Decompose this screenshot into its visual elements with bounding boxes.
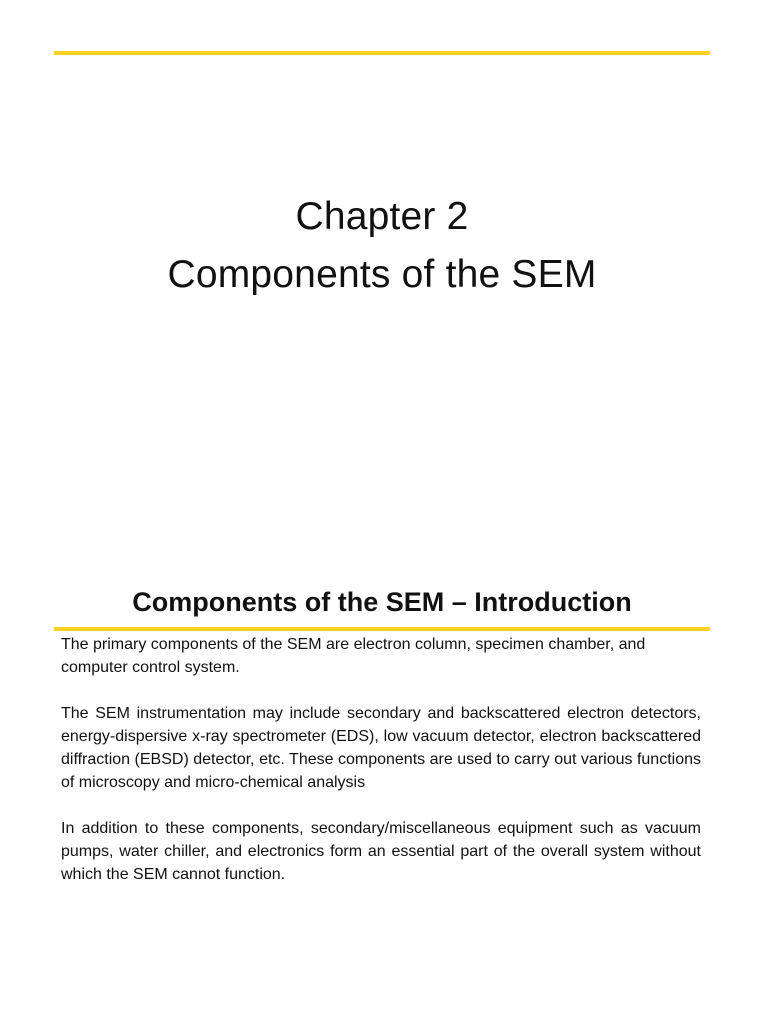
section-heading: Components of the SEM – Introduction [132, 587, 632, 617]
chapter-title-block [54, 188, 710, 304]
section-body [61, 633, 701, 909]
paragraph-primary-components: The primary components of the SEM are electron column, specimen chamber, and computer control system. [61, 636, 646, 676]
paragraph-instrumentation: The SEM instrumentation may include secondary and backscattered electron detectors, energy-dispersive x-ray spectrometer (EDS), low vacuum detector, electron backscattered diffraction (EBSD) detector, etc. These components are used to carry out various functions of microscopy and micro-chemical analysis [61, 705, 701, 791]
paragraph-miscellaneous-equipment: In addition to these components, secondary/miscellaneous equipment such as vacuum pumps, water chiller, and electronics form an essential part of the overall system without which the SEM cannot function. [61, 820, 701, 883]
section-accent-rule [54, 627, 710, 631]
chapter-title: Components of the SEM [167, 253, 597, 296]
chapter-number: Chapter 2 [295, 195, 469, 238]
top-accent-rule [54, 51, 710, 55]
